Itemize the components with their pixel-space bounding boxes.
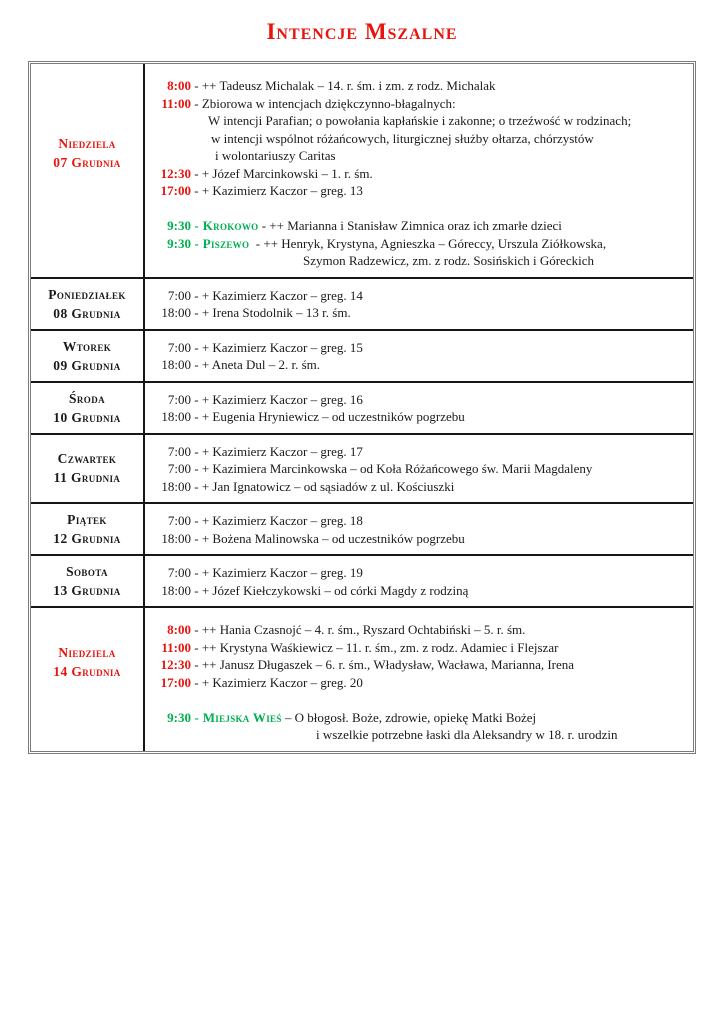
- mass-line: [155, 165, 685, 183]
- intentions-cell: [143, 331, 693, 381]
- day-date: 09 Grudnia: [53, 357, 121, 373]
- village-name: - Krokowo: [191, 218, 259, 233]
- day-cell: [31, 64, 143, 277]
- time-label: 7:00: [167, 565, 191, 580]
- time-label: 18:00: [161, 305, 191, 320]
- mass-line: [155, 530, 685, 548]
- intention-text: - + Kazimierz Kaczor – greg. 16: [191, 391, 363, 407]
- intention-text: - + Kazimierz Kaczor – greg. 14: [191, 287, 363, 303]
- intention-text: - Zbiorowa w intencjach dziękczynno-błagalnych:: [191, 95, 456, 111]
- day-name: Sobota: [66, 564, 108, 579]
- mass-line: [155, 460, 685, 478]
- intention-text: - + Kazimierz Kaczor – greg. 13: [191, 183, 363, 198]
- schedule-row: [31, 64, 693, 277]
- intentions-cell: [143, 435, 693, 503]
- blank-line: [155, 691, 685, 709]
- mass-line: [155, 339, 685, 357]
- schedule-row: [31, 606, 693, 751]
- intention-text: - + Jan Ignatowicz – od sąsiadów z ul. Kościuszki: [191, 478, 455, 494]
- intention-text: - ++ Marianna i Stanisław Zimnica oraz ich zmarłe dzieci: [258, 218, 562, 233]
- day-cell: [31, 279, 143, 329]
- day-cell: [31, 608, 143, 751]
- schedule-row: [31, 433, 693, 503]
- mass-line: [155, 304, 685, 322]
- day-date: 11 Grudnia: [53, 470, 121, 486]
- mass-line: [155, 639, 685, 657]
- intention-text: - + Aneta Dul – 2. r. śm.: [191, 357, 321, 372]
- intention-text: - + Kazimiera Marcinkowska – od Koła Różańcowego św. Marii Magdaleny: [191, 461, 593, 476]
- day-date: 14 Grudnia: [53, 664, 121, 680]
- mass-line: [155, 95, 685, 113]
- time-label: 18:00: [161, 357, 191, 372]
- intention-text: W intencji Parafian; o powołania kapłańskie i zakonne; o trzeźwość w rodzinach;: [208, 113, 632, 128]
- mass-line: [155, 582, 685, 600]
- intention-text: - ++ Krystyna Waśkiewicz – 11. r. śm., zm. z rodz. Adamiec i Flejszar: [191, 639, 559, 655]
- time-label: 7:00: [167, 443, 191, 459]
- intention-text: i wszelkie potrzebne łaski dla Aleksandry w 18. r. urodzin: [316, 727, 618, 742]
- mass-line: [155, 147, 685, 165]
- mass-line: [155, 217, 685, 235]
- day-date: 07 Grudnia: [53, 155, 121, 171]
- page-title: Intencje Mszalne: [266, 19, 458, 44]
- time-label: 7:00: [167, 513, 191, 528]
- intentions-cell: [143, 383, 693, 433]
- intention-text: Szymon Radzewicz, zm. z rodz. Sosińskich i Góreckich: [303, 253, 594, 268]
- mass-line: [155, 443, 685, 461]
- intentions-cell: [143, 556, 693, 606]
- time-label: 18:00: [161, 478, 191, 494]
- intention-text: - + Kazimierz Kaczor – greg. 18: [191, 513, 363, 528]
- day-name: Wtorek: [62, 338, 112, 354]
- time-label: 17:00: [160, 674, 191, 690]
- mass-line: [155, 182, 685, 200]
- time-label: 18:00: [161, 409, 191, 424]
- mass-line: [155, 726, 685, 744]
- day-name: Piątek: [67, 512, 107, 527]
- mass-line: [155, 356, 685, 374]
- mass-line: [155, 287, 685, 305]
- mass-line: [155, 656, 685, 674]
- mass-line: [155, 130, 685, 148]
- intention-text: - + Józef Kiełczykowski – od córki Magdy z rodziną: [191, 582, 469, 598]
- day-cell: [31, 383, 143, 433]
- mass-intentions-table: [28, 61, 696, 754]
- mass-line: [155, 674, 685, 692]
- blank-line: [155, 200, 685, 218]
- intention-text: - + Irena Stodolnik – 13 r. śm.: [191, 305, 351, 320]
- intention-text: w intencji wspólnot różańcowych, liturgicznej służby ołtarza, chórzystów: [211, 130, 594, 146]
- time-label: 9:30: [167, 218, 191, 233]
- mass-line: [155, 391, 685, 409]
- time-label: 7:00: [167, 287, 191, 303]
- schedule-row: [31, 554, 693, 606]
- day-date: 10 Grudnia: [53, 409, 121, 425]
- intention-text: - + Kazimierz Kaczor – greg. 15: [191, 339, 363, 355]
- time-label: 12:30: [160, 165, 191, 181]
- day-cell: [31, 556, 143, 606]
- intention-text: - + Bożena Malinowska – od uczestników pogrzebu: [191, 530, 465, 546]
- time-label: 8:00: [167, 78, 191, 93]
- time-label: 9:30: [167, 709, 191, 725]
- intentions-cell: [143, 608, 693, 751]
- schedule-row: [31, 502, 693, 554]
- day-name: Czwartek: [57, 451, 117, 467]
- intentions-cell: [143, 279, 693, 329]
- day-date: 13 Grudnia: [53, 583, 121, 598]
- intention-text: - ++ Henryk, Krystyna, Agnieszka – Góreccy, Urszula Ziółkowska,: [249, 235, 607, 251]
- intention-text: i wolontariuszy Caritas: [215, 148, 336, 163]
- mass-line: [155, 709, 685, 727]
- day-date: 12 Grudnia: [53, 531, 121, 546]
- mass-line: [155, 512, 685, 530]
- time-label: 8:00: [167, 622, 191, 637]
- time-label: 17:00: [160, 183, 191, 198]
- time-label: 12:30: [160, 657, 191, 672]
- mass-line: [155, 564, 685, 582]
- time-label: 11:00: [161, 639, 191, 655]
- intentions-cell: [143, 504, 693, 554]
- mass-line: [155, 408, 685, 426]
- day-cell: [31, 504, 143, 554]
- intention-text: - + Kazimierz Kaczor – greg. 20: [191, 674, 363, 690]
- time-label: 7:00: [167, 461, 191, 476]
- time-label: 7:00: [167, 391, 191, 407]
- schedule-row: [31, 329, 693, 381]
- schedule-row: [31, 381, 693, 433]
- intention-text: - + Kazimierz Kaczor – greg. 19: [191, 565, 363, 580]
- day-name: Niedziela: [58, 136, 116, 152]
- village-name: - Piszewo: [191, 235, 250, 251]
- intention-text: - ++ Janusz Długaszek – 6. r. śm., Władysław, Wacława, Marianna, Irena: [191, 657, 575, 672]
- intention-text: - ++ Tadeusz Michalak – 14. r. śm. i zm. z rodz. Michalak: [191, 78, 496, 93]
- day-name: Środa: [68, 390, 105, 406]
- day-date: 08 Grudnia: [53, 305, 121, 321]
- intention-text: - + Kazimierz Kaczor – greg. 17: [191, 443, 363, 459]
- mass-line: [155, 621, 685, 639]
- mass-line: [155, 252, 685, 270]
- time-label: 18:00: [161, 530, 191, 546]
- village-name: - Miejska Wieś: [191, 709, 282, 725]
- time-label: 7:00: [167, 339, 191, 355]
- mass-line: [155, 77, 685, 95]
- intention-text: - + Eugenia Hryniewicz – od uczestników pogrzebu: [191, 409, 465, 424]
- day-cell: [31, 331, 143, 381]
- mass-line: [155, 235, 685, 253]
- day-name: Poniedziałek: [48, 286, 126, 302]
- time-label: 9:30: [167, 235, 191, 251]
- schedule-row: [31, 277, 693, 329]
- mass-line: [155, 112, 685, 130]
- intentions-cell: [143, 64, 693, 277]
- day-name: Niedziela: [58, 645, 116, 661]
- day-cell: [31, 435, 143, 503]
- intention-text: - + Józef Marcinkowski – 1. r. śm.: [191, 165, 373, 181]
- intention-text: - ++ Hania Czasnojć – 4. r. śm., Ryszard Ochtabiński – 5. r. śm.: [191, 622, 526, 637]
- time-label: 11:00: [161, 95, 191, 111]
- mass-line: [155, 478, 685, 496]
- intention-text: – O błogosł. Boże, zdrowie, opiekę Matki Bożej: [281, 709, 537, 725]
- time-label: 18:00: [161, 582, 191, 598]
